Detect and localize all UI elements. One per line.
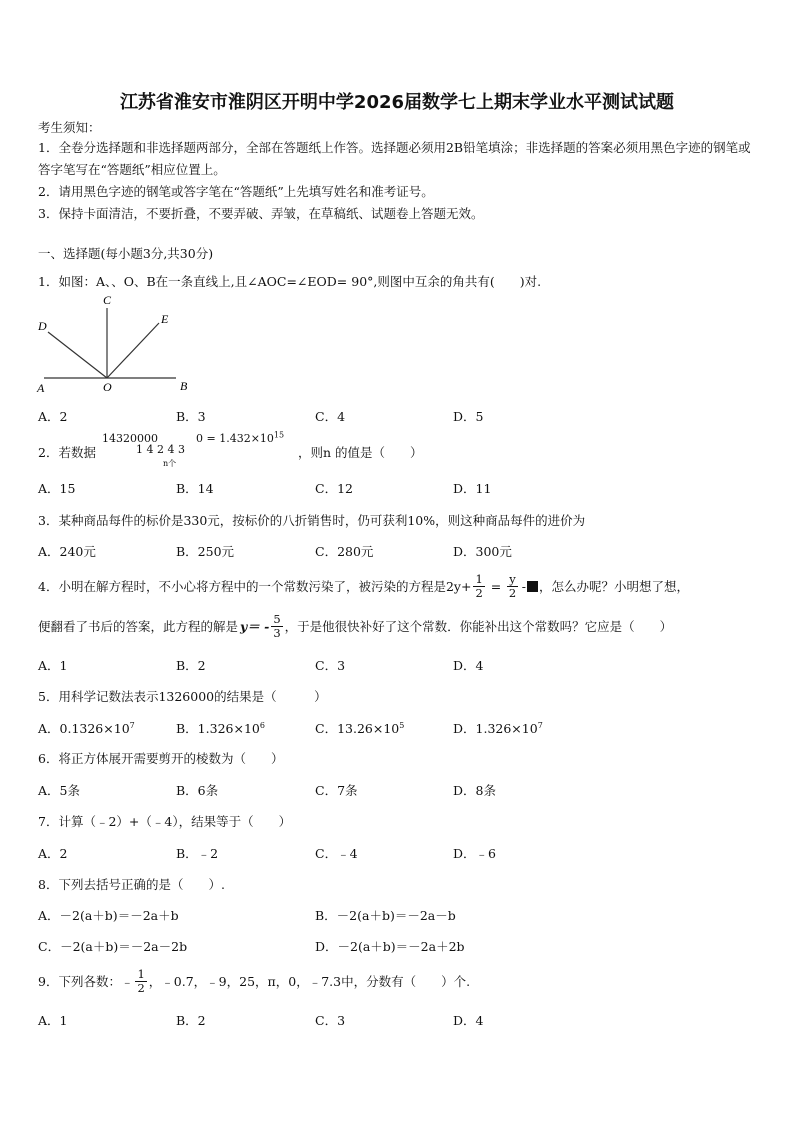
q2-formula-top: 14320000	[102, 432, 158, 445]
q4-line2-a: 便翻看了书后的答案，此方程的解是	[38, 619, 239, 634]
q9-option-b: B．2	[176, 1013, 206, 1028]
label-B: B	[180, 379, 188, 393]
q2-prefix: 2．若数据	[38, 445, 96, 460]
q2-formula-under: n个	[163, 459, 177, 468]
ray-OE	[107, 323, 159, 378]
label-C: C	[103, 293, 112, 307]
q8-option-b: B．－2(a＋b)＝－2a－b	[315, 908, 456, 923]
question-5-text: 5．用科学记数法表示1326000的结果是（ ）	[38, 689, 327, 704]
q6-option-a: A．5条	[38, 783, 80, 798]
question-1-text: 1．如图：A、、O、B在一条直线上,且∠AOC=∠EOD= 90°,则图中互余的角共有( )对.	[38, 274, 542, 289]
q2-option-a: A．15	[38, 481, 76, 496]
q3-option-b: B．250元	[176, 544, 235, 559]
q4-eq-right: -	[521, 578, 527, 594]
angle-figure	[34, 292, 194, 396]
question-9-text	[38, 964, 470, 998]
q2-suffix: ，则n 的值是（ ）	[298, 445, 423, 460]
q9-option-c: C．3	[315, 1013, 346, 1028]
q8-option-c: C．－2(a＋b)＝－2a－2b	[38, 939, 188, 954]
q7-option-a: A．2	[38, 846, 68, 861]
smudge-square-icon	[527, 581, 538, 592]
q4-frac-y: $\frac{y}{2}$	[508, 571, 517, 600]
q4-solution: y＝ -	[240, 619, 270, 634]
q5-option-a: A．$0.1326\times 10^7$	[38, 720, 135, 736]
q2-formula-digits: 1 4 2 4 3	[136, 443, 185, 456]
q4-eq-mid: =	[490, 578, 502, 594]
q5-option-d: D．$1.326\times 10^7$	[453, 720, 543, 736]
q2-option-b: B．14	[176, 481, 214, 496]
notice-item-2: 2．请用黑色字迹的钢笔或答字笔在“答题纸”上先填写姓名和准考证号。	[38, 184, 434, 199]
label-O: O	[103, 380, 112, 394]
q2-option-c: C．12	[315, 481, 353, 496]
question-6-text: 6．将正方体展开需要剪开的棱数为（ ）	[38, 751, 284, 766]
q1-option-d: D．5	[453, 409, 484, 424]
label-E: E	[161, 312, 169, 326]
q9-option-a: A．1	[38, 1013, 68, 1028]
question-8-text: 8．下列去括号正确的是（ ）.	[38, 877, 225, 892]
question-7-text: 7．计算（﹣2）+（﹣4），结果等于（ ）	[38, 814, 292, 829]
q1-option-c: C．4	[315, 409, 346, 424]
section-heading: 一、选择题(每小题3分,共30分)	[38, 246, 214, 261]
q4-text-b: ，怎么办呢？小明想了想，	[539, 579, 690, 594]
q9-option-d: D．4	[453, 1013, 484, 1028]
q4-option-d: D．4	[453, 658, 484, 673]
q4-frac-solution: $\frac{5}{3}$	[273, 611, 281, 640]
question-4-line-1	[38, 570, 689, 602]
q8-option-d: D．－2(a＋b)＝－2a＋2b	[315, 939, 465, 954]
q3-option-d: D．300元	[453, 544, 512, 559]
q4-option-c: C．3	[315, 658, 346, 673]
q9-suffix: ，﹣0.7，﹣9，25，π，0，﹣7.3中，分数有（ ）个.	[148, 974, 471, 989]
q9-frac: $\frac{1}{2}$	[137, 966, 145, 995]
q5-option-b: B．$1.326\times 10^6$	[176, 720, 265, 736]
q6-option-c: C．7条	[315, 783, 358, 798]
q4-option-a: A．1	[38, 658, 68, 673]
q1-option-b: B．3	[176, 409, 206, 424]
q9-prefix: 9．下列各数：﹣	[38, 974, 134, 989]
q3-option-c: C．280元	[315, 544, 374, 559]
notice-item-1: 1．全卷分选择题和非选择题两部分，全部在答题纸上作答。选择题必须用2B铅笔填涂；非选择题的答案必须用黑色字迹的钢笔或答字笔写在“答题纸”相应位置上。	[38, 140, 751, 177]
q2-option-d: D．11	[453, 481, 492, 496]
question-4-line-2	[38, 606, 672, 646]
q2-formula-mid: $0 = 1.432\times 10^{15}$	[196, 430, 285, 445]
q4-text-a: 4．小明在解方程时，不小心将方程中的一个常数污染了，被污染的方程是	[38, 579, 446, 594]
label-A: A	[37, 381, 45, 395]
notice-heading: 考生须知：	[38, 120, 101, 135]
ray-OD	[48, 332, 107, 378]
question-3-text: 3．某种商品每件的标价是330元，按标价的八折销售时，仍可获利10%，则这种商品每件的进价为	[38, 513, 586, 528]
q6-option-b: B．6条	[176, 783, 219, 798]
q1-option-a: A．2	[38, 409, 68, 424]
q4-frac-half: $\frac{1}{2}$	[475, 571, 483, 600]
q4-eq-left: 2y+	[445, 578, 472, 594]
q7-option-c: C．﹣4	[315, 846, 358, 861]
notice-item-3: 3．保持卡面清洁，不要折叠，不要弄破、弄皱，在草稿纸、试题卷上答题无效。	[38, 206, 484, 221]
q4-line2-b: ，于是他很快补好了这个常数．你能补出这个常数吗？它应是（ ）	[284, 619, 673, 634]
q4-option-b: B．2	[176, 658, 206, 673]
label-D: D	[38, 319, 47, 333]
q7-option-b: B．﹣2	[176, 846, 219, 861]
q5-option-c: C．$13.26\times 10^5$	[315, 720, 405, 736]
q3-option-a: A．240元	[38, 544, 96, 559]
q6-option-d: D．8条	[453, 783, 496, 798]
q7-option-d: D．﹣6	[453, 846, 496, 861]
q8-option-a: A．－2(a＋b)＝－2a＋b	[38, 908, 179, 923]
page-title: 江苏省淮安市淮阴区开明中学2026届数学七上期末学业水平测试试题	[119, 92, 675, 113]
